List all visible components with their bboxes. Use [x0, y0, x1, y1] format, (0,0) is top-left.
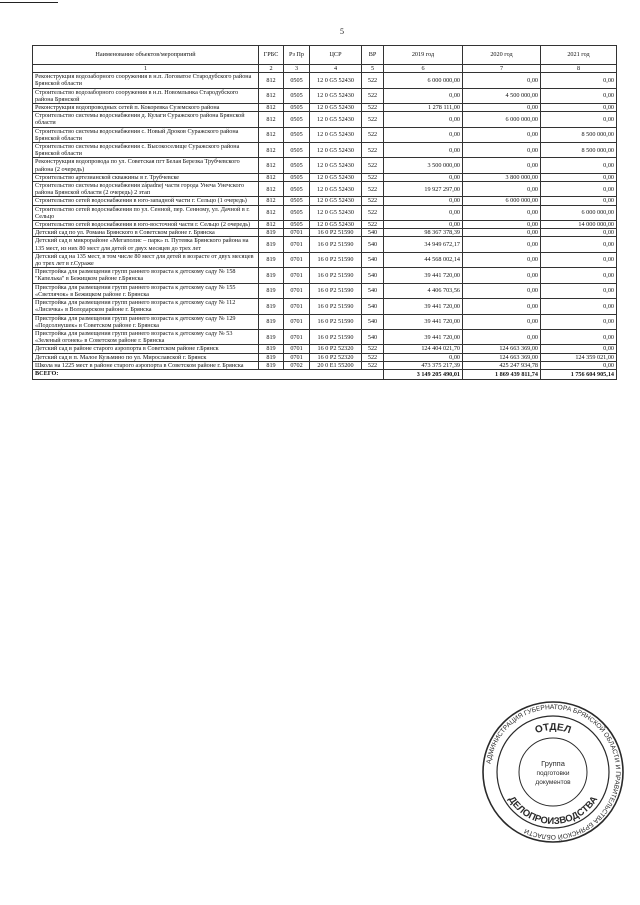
object-name: Детский сад в районе старого аэропорта в Советском районе г.Брянск [33, 345, 259, 353]
grbs-code: 812 [259, 88, 284, 103]
grbs-code: 812 [259, 173, 284, 181]
total-2021: 1 756 604 905,14 [541, 369, 617, 379]
header-cell: ВР [362, 46, 384, 65]
header-cell: ЦСР [310, 46, 362, 65]
amount-2021: 0,00 [541, 88, 617, 103]
amount-2020: 0,00 [463, 283, 541, 298]
amount-2020: 4 500 000,00 [463, 88, 541, 103]
csr-code: 16 0 P2 52320 [310, 353, 362, 361]
grbs-code: 812 [259, 197, 284, 205]
department-stamp [481, 700, 625, 844]
csr-code: 12 0 G5 52430 [310, 112, 362, 127]
amount-2021: 0,00 [541, 361, 617, 369]
vr-code: 540 [362, 229, 384, 237]
stamp-outer-text: АДМИНИСТРАЦИЯ ГУБЕРНАТОРА БРЯНСКОЙ ОБЛАСТИ И ПРАВИТЕЛЬСТВА БРЯНСКОЙ ОБЛАСТИ [485, 703, 622, 841]
csr-code: 16 0 P2 52320 [310, 345, 362, 353]
amount-2021: 0,00 [541, 237, 617, 252]
csr-code: 12 0 G5 52430 [310, 73, 362, 88]
amount-2019: 0,00 [384, 205, 463, 220]
amount-2021: 0,00 [541, 112, 617, 127]
vr-code: 522 [362, 104, 384, 112]
object-name: Пристройка для размещения групп раннего возраста к детскому саду № 158 "Капелька" в Бежицком районе г.Брянска [33, 268, 259, 283]
vr-code: 522 [362, 182, 384, 197]
amount-2019: 0,00 [384, 353, 463, 361]
table-row [33, 112, 617, 127]
amount-2019: 0,00 [384, 143, 463, 158]
stamp-ring-top-text: ОТДЕЛ [533, 721, 573, 737]
amount-2020: 0,00 [463, 237, 541, 252]
object-name: Пристройка для размещения групп раннего возраста к детскому саду № 155 «Светлячок» в Бежицком районе г. Брянска [33, 283, 259, 298]
amount-2020: 3 800 000,00 [463, 173, 541, 181]
table-row [33, 104, 617, 112]
rzpr-code: 0701 [284, 299, 310, 314]
amount-2021: 0,00 [541, 252, 617, 267]
table-row [33, 314, 617, 329]
csr-code: 12 0 G5 52430 [310, 197, 362, 205]
amount-2021: 0,00 [541, 229, 617, 237]
amount-2020: 0,00 [463, 229, 541, 237]
page-number: 5 [340, 27, 344, 36]
rzpr-code: 0701 [284, 345, 310, 353]
rzpr-code: 0701 [284, 229, 310, 237]
stamp-center-line: подготовки [536, 770, 570, 777]
rzpr-code: 0701 [284, 329, 310, 344]
vr-code: 522 [362, 158, 384, 173]
amount-2021: 0,00 [541, 182, 617, 197]
object-name: Детский сад в п. Малое Кузьмино по ул. Мирославской г. Брянск [33, 353, 259, 361]
amount-2021: 0,00 [541, 314, 617, 329]
total-2020: 1 869 439 811,74 [463, 369, 541, 379]
amount-2019: 0,00 [384, 197, 463, 205]
table-row [33, 345, 617, 353]
object-name: Реконструкция водозаборного сооружения в н.п. Логоватое Стародубского района Брянской области [33, 73, 259, 88]
table-row [33, 229, 617, 237]
grbs-code: 819 [259, 237, 284, 252]
column-number: 5 [362, 65, 384, 73]
object-name: Строительство системы водоснабжения с. Высокоселище Суражского района Брянской области [33, 143, 259, 158]
grbs-code: 819 [259, 353, 284, 361]
amount-2021: 0,00 [541, 173, 617, 181]
header-cell: 2021 год [541, 46, 617, 65]
vr-code: 522 [362, 353, 384, 361]
object-name: Пристройка для размещения групп раннего возраста к детскому саду № 112 «Лисичка» в Володарском районе г. Брянска [33, 299, 259, 314]
vr-code: 522 [362, 173, 384, 181]
csr-code: 16 0 P2 51590 [310, 268, 362, 283]
total-row [33, 369, 617, 379]
csr-code: 12 0 G5 52430 [310, 143, 362, 158]
object-name: Детский сад на 135 мест, в том числе 80 мест для детей в возрасте от двух месяцев до трех лет в г.Сураже [33, 252, 259, 267]
vr-code: 522 [362, 88, 384, 103]
rzpr-code: 0505 [284, 112, 310, 127]
vr-code: 540 [362, 314, 384, 329]
amount-2021: 0,00 [541, 268, 617, 283]
column-number-row [33, 65, 617, 73]
object-name: Пристройка для размещения групп раннего возраста к детскому саду № 129 «Подсолнушек» в Советском районе г. Брянска [33, 314, 259, 329]
amount-2020: 0,00 [463, 73, 541, 88]
header-cell: 2019 год [384, 46, 463, 65]
table-row [33, 299, 617, 314]
vr-code: 540 [362, 237, 384, 252]
amount-2020: 124 663 369,00 [463, 353, 541, 361]
table-row [33, 205, 617, 220]
rzpr-code: 0505 [284, 73, 310, 88]
grbs-code: 819 [259, 299, 284, 314]
column-number: 8 [541, 65, 617, 73]
amount-2020: 0,00 [463, 143, 541, 158]
vr-code: 522 [362, 221, 384, 229]
grbs-code: 819 [259, 268, 284, 283]
csr-code: 16 0 P2 51590 [310, 299, 362, 314]
amount-2019: 44 568 002,14 [384, 252, 463, 267]
rzpr-code: 0505 [284, 143, 310, 158]
csr-code: 12 0 G5 52430 [310, 205, 362, 220]
column-number: 1 [33, 65, 259, 73]
grbs-code: 819 [259, 252, 284, 267]
table-row [33, 237, 617, 252]
table-row [33, 283, 617, 298]
amount-2019: 6 000 000,00 [384, 73, 463, 88]
vr-code: 522 [362, 73, 384, 88]
grbs-code: 812 [259, 205, 284, 220]
stamp-ring-bottom-text: ДЕЛОПРОИЗВОДСТВА [505, 794, 601, 828]
rzpr-code: 0701 [284, 353, 310, 361]
amount-2021: 124 359 021,00 [541, 353, 617, 361]
grbs-code: 812 [259, 221, 284, 229]
grbs-code: 812 [259, 182, 284, 197]
column-number: 7 [463, 65, 541, 73]
table-row [33, 73, 617, 88]
csr-code: 20 0 E1 55200 [310, 361, 362, 369]
header-cell: 2020 год [463, 46, 541, 65]
column-number: 2 [259, 65, 284, 73]
amount-2019: 124 404 021,70 [384, 345, 463, 353]
vr-code: 522 [362, 197, 384, 205]
grbs-code: 812 [259, 127, 284, 142]
csr-code: 16 0 P2 51590 [310, 329, 362, 344]
column-number: 4 [310, 65, 362, 73]
table-row [33, 197, 617, 205]
csr-code: 12 0 G5 52430 [310, 173, 362, 181]
csr-code: 12 0 G5 52430 [310, 104, 362, 112]
vr-code: 522 [362, 361, 384, 369]
grbs-code: 812 [259, 73, 284, 88]
grbs-code: 812 [259, 143, 284, 158]
rzpr-code: 0701 [284, 268, 310, 283]
amount-2020: 124 663 369,00 [463, 345, 541, 353]
object-name: Пристройка для размещения групп раннего возраста к детскому саду № 53 «Зеленый огонек» в Советском районе г. Брянска [33, 329, 259, 344]
amount-2021: 0,00 [541, 104, 617, 112]
rzpr-code: 0701 [284, 314, 310, 329]
object-name: Строительство артезианской скважины в г. Трубчевске [33, 173, 259, 181]
amount-2020: 0,00 [463, 299, 541, 314]
amount-2019: 0,00 [384, 112, 463, 127]
total-2019: 3 149 205 490,01 [384, 369, 463, 379]
rzpr-code: 0701 [284, 252, 310, 267]
amount-2021: 14 000 000,00 [541, 221, 617, 229]
rzpr-code: 0505 [284, 158, 310, 173]
vr-code: 522 [362, 112, 384, 127]
amount-2021: 0,00 [541, 345, 617, 353]
amount-2021: 0,00 [541, 73, 617, 88]
amount-2021: 0,00 [541, 283, 617, 298]
total-label: ВСЕГО: [33, 369, 384, 379]
amount-2019: 0,00 [384, 88, 463, 103]
table-row [33, 143, 617, 158]
amount-2019: 34 949 672,17 [384, 237, 463, 252]
rzpr-code: 0701 [284, 283, 310, 298]
object-name: Строительство водозаборного сооружения в н.п. Новомлынка Стародубского района Брянской [33, 88, 259, 103]
vr-code: 540 [362, 299, 384, 314]
amount-2019: 98 367 378,39 [384, 229, 463, 237]
header-cell: Наименование объектов/мероприятий [33, 46, 259, 65]
object-name: Строительство системы водоснабжения д. Кулаги Суражского района Брянской области [33, 112, 259, 127]
vr-code: 540 [362, 329, 384, 344]
amount-2019: 39 441 720,00 [384, 314, 463, 329]
csr-code: 12 0 G5 52430 [310, 127, 362, 142]
amount-2020: 0,00 [463, 221, 541, 229]
amount-2020: 0,00 [463, 158, 541, 173]
amount-2020: 0,00 [463, 205, 541, 220]
column-number: 3 [284, 65, 310, 73]
rzpr-code: 0505 [284, 205, 310, 220]
vr-code: 522 [362, 205, 384, 220]
grbs-code: 819 [259, 283, 284, 298]
grbs-code: 819 [259, 229, 284, 237]
table-row [33, 361, 617, 369]
amount-2020: 0,00 [463, 268, 541, 283]
amount-2021: 0,00 [541, 329, 617, 344]
column-number: 6 [384, 65, 463, 73]
stamp-center-line: Группа [541, 759, 565, 768]
object-name: Строительство системы водоснабжения с. Новый Дроков Суражского района Брянской области [33, 127, 259, 142]
grbs-code: 819 [259, 329, 284, 344]
csr-code: 16 0 P2 51590 [310, 252, 362, 267]
vr-code: 522 [362, 345, 384, 353]
rzpr-code: 0505 [284, 173, 310, 181]
table-body [33, 73, 617, 370]
amount-2019: 0,00 [384, 221, 463, 229]
amount-2020: 0,00 [463, 314, 541, 329]
object-name: Реконструкция водопроводных сетей п. Кокоревка Суземского района [33, 104, 259, 112]
csr-code: 12 0 G5 52430 [310, 88, 362, 103]
object-name: Школа на 1225 мест в районе старого аэропорта в Советском районе г. Брянска [33, 361, 259, 369]
grbs-code: 819 [259, 361, 284, 369]
object-name: Строительство сетей водоснабжения в юго-западной части г. Сельцо (1 очередь) [33, 197, 259, 205]
object-name: Строительство сетей водоснабжения по ул. Сенной, пер. Сенному, ул. Дачной в г. Сельцо [33, 205, 259, 220]
table-row [33, 221, 617, 229]
budget-table [32, 45, 617, 380]
csr-code: 16 0 P2 51590 [310, 237, 362, 252]
amount-2019: 39 441 720,00 [384, 299, 463, 314]
vr-code: 522 [362, 143, 384, 158]
grbs-code: 812 [259, 112, 284, 127]
amount-2019: 39 441 720,00 [384, 329, 463, 344]
amount-2021: 8 500 000,00 [541, 143, 617, 158]
amount-2020: 6 000 000,00 [463, 197, 541, 205]
amount-2021: 0,00 [541, 299, 617, 314]
grbs-code: 819 [259, 345, 284, 353]
vr-code: 540 [362, 252, 384, 267]
amount-2020: 425 247 934,78 [463, 361, 541, 369]
amount-2021: 6 000 000,00 [541, 205, 617, 220]
amount-2019: 19 927 297,00 [384, 182, 463, 197]
amount-2019: 4 406 703,56 [384, 283, 463, 298]
table-row [33, 182, 617, 197]
table-row [33, 329, 617, 344]
object-name: Строительство сетей водоснабжения в юго-восточной части г. Сельцо (2 очередь) [33, 221, 259, 229]
object-name: Детский сад по ул. Романа Брянского в Советском районе г. Брянска [33, 229, 259, 237]
amount-2020: 0,00 [463, 329, 541, 344]
grbs-code: 819 [259, 314, 284, 329]
amount-2019: 473 375 217,39 [384, 361, 463, 369]
top-rule [0, 2, 58, 3]
csr-code: 12 0 G5 52430 [310, 158, 362, 173]
object-name: Строительство системы водоснабжения západnej части города Унеча Унечского района Брянской области (2 очередь) 2 этап [33, 182, 259, 197]
csr-code: 16 0 P2 51590 [310, 314, 362, 329]
amount-2020: 6 000 000,00 [463, 112, 541, 127]
rzpr-code: 0702 [284, 361, 310, 369]
csr-code: 16 0 P2 51590 [310, 229, 362, 237]
csr-code: 12 0 G5 52430 [310, 221, 362, 229]
vr-code: 540 [362, 268, 384, 283]
header-cell: ГРБС [259, 46, 284, 65]
amount-2019: 0,00 [384, 173, 463, 181]
table-row [33, 268, 617, 283]
amount-2020: 0,00 [463, 182, 541, 197]
vr-code: 522 [362, 127, 384, 142]
rzpr-code: 0505 [284, 88, 310, 103]
grbs-code: 812 [259, 104, 284, 112]
csr-code: 16 0 P2 51590 [310, 283, 362, 298]
object-name: Реконструкция водопровода по ул. Советская пгт Белая Березка Трубчевского района (2 очередь) [33, 158, 259, 173]
amount-2019: 0,00 [384, 127, 463, 142]
rzpr-code: 0505 [284, 221, 310, 229]
vr-code: 540 [362, 283, 384, 298]
amount-2019: 3 500 000,00 [384, 158, 463, 173]
table-row [33, 173, 617, 181]
amount-2021: 0,00 [541, 158, 617, 173]
amount-2021: 0,00 [541, 197, 617, 205]
rzpr-code: 0505 [284, 104, 310, 112]
amount-2020: 0,00 [463, 104, 541, 112]
amount-2019: 1 278 111,00 [384, 104, 463, 112]
table-row [33, 158, 617, 173]
header-row [33, 46, 617, 65]
grbs-code: 812 [259, 158, 284, 173]
rzpr-code: 0505 [284, 127, 310, 142]
rzpr-code: 0505 [284, 197, 310, 205]
table-row [33, 252, 617, 267]
table-row [33, 88, 617, 103]
amount-2020: 0,00 [463, 127, 541, 142]
amount-2020: 0,00 [463, 252, 541, 267]
amount-2019: 39 441 720,00 [384, 268, 463, 283]
table-row [33, 353, 617, 361]
rzpr-code: 0701 [284, 237, 310, 252]
csr-code: 12 0 G5 52430 [310, 182, 362, 197]
stamp-center-line: документов [535, 779, 571, 786]
amount-2021: 8 500 000,00 [541, 127, 617, 142]
table-row [33, 127, 617, 142]
object-name: Детский сад в микрорайоне «Мегаполис – парк» п. Путевка Брянского района на 135 мест, из них 80 мест для детей от двух месяцев до трех лет [33, 237, 259, 252]
header-cell: Рз Пр [284, 46, 310, 65]
rzpr-code: 0505 [284, 182, 310, 197]
